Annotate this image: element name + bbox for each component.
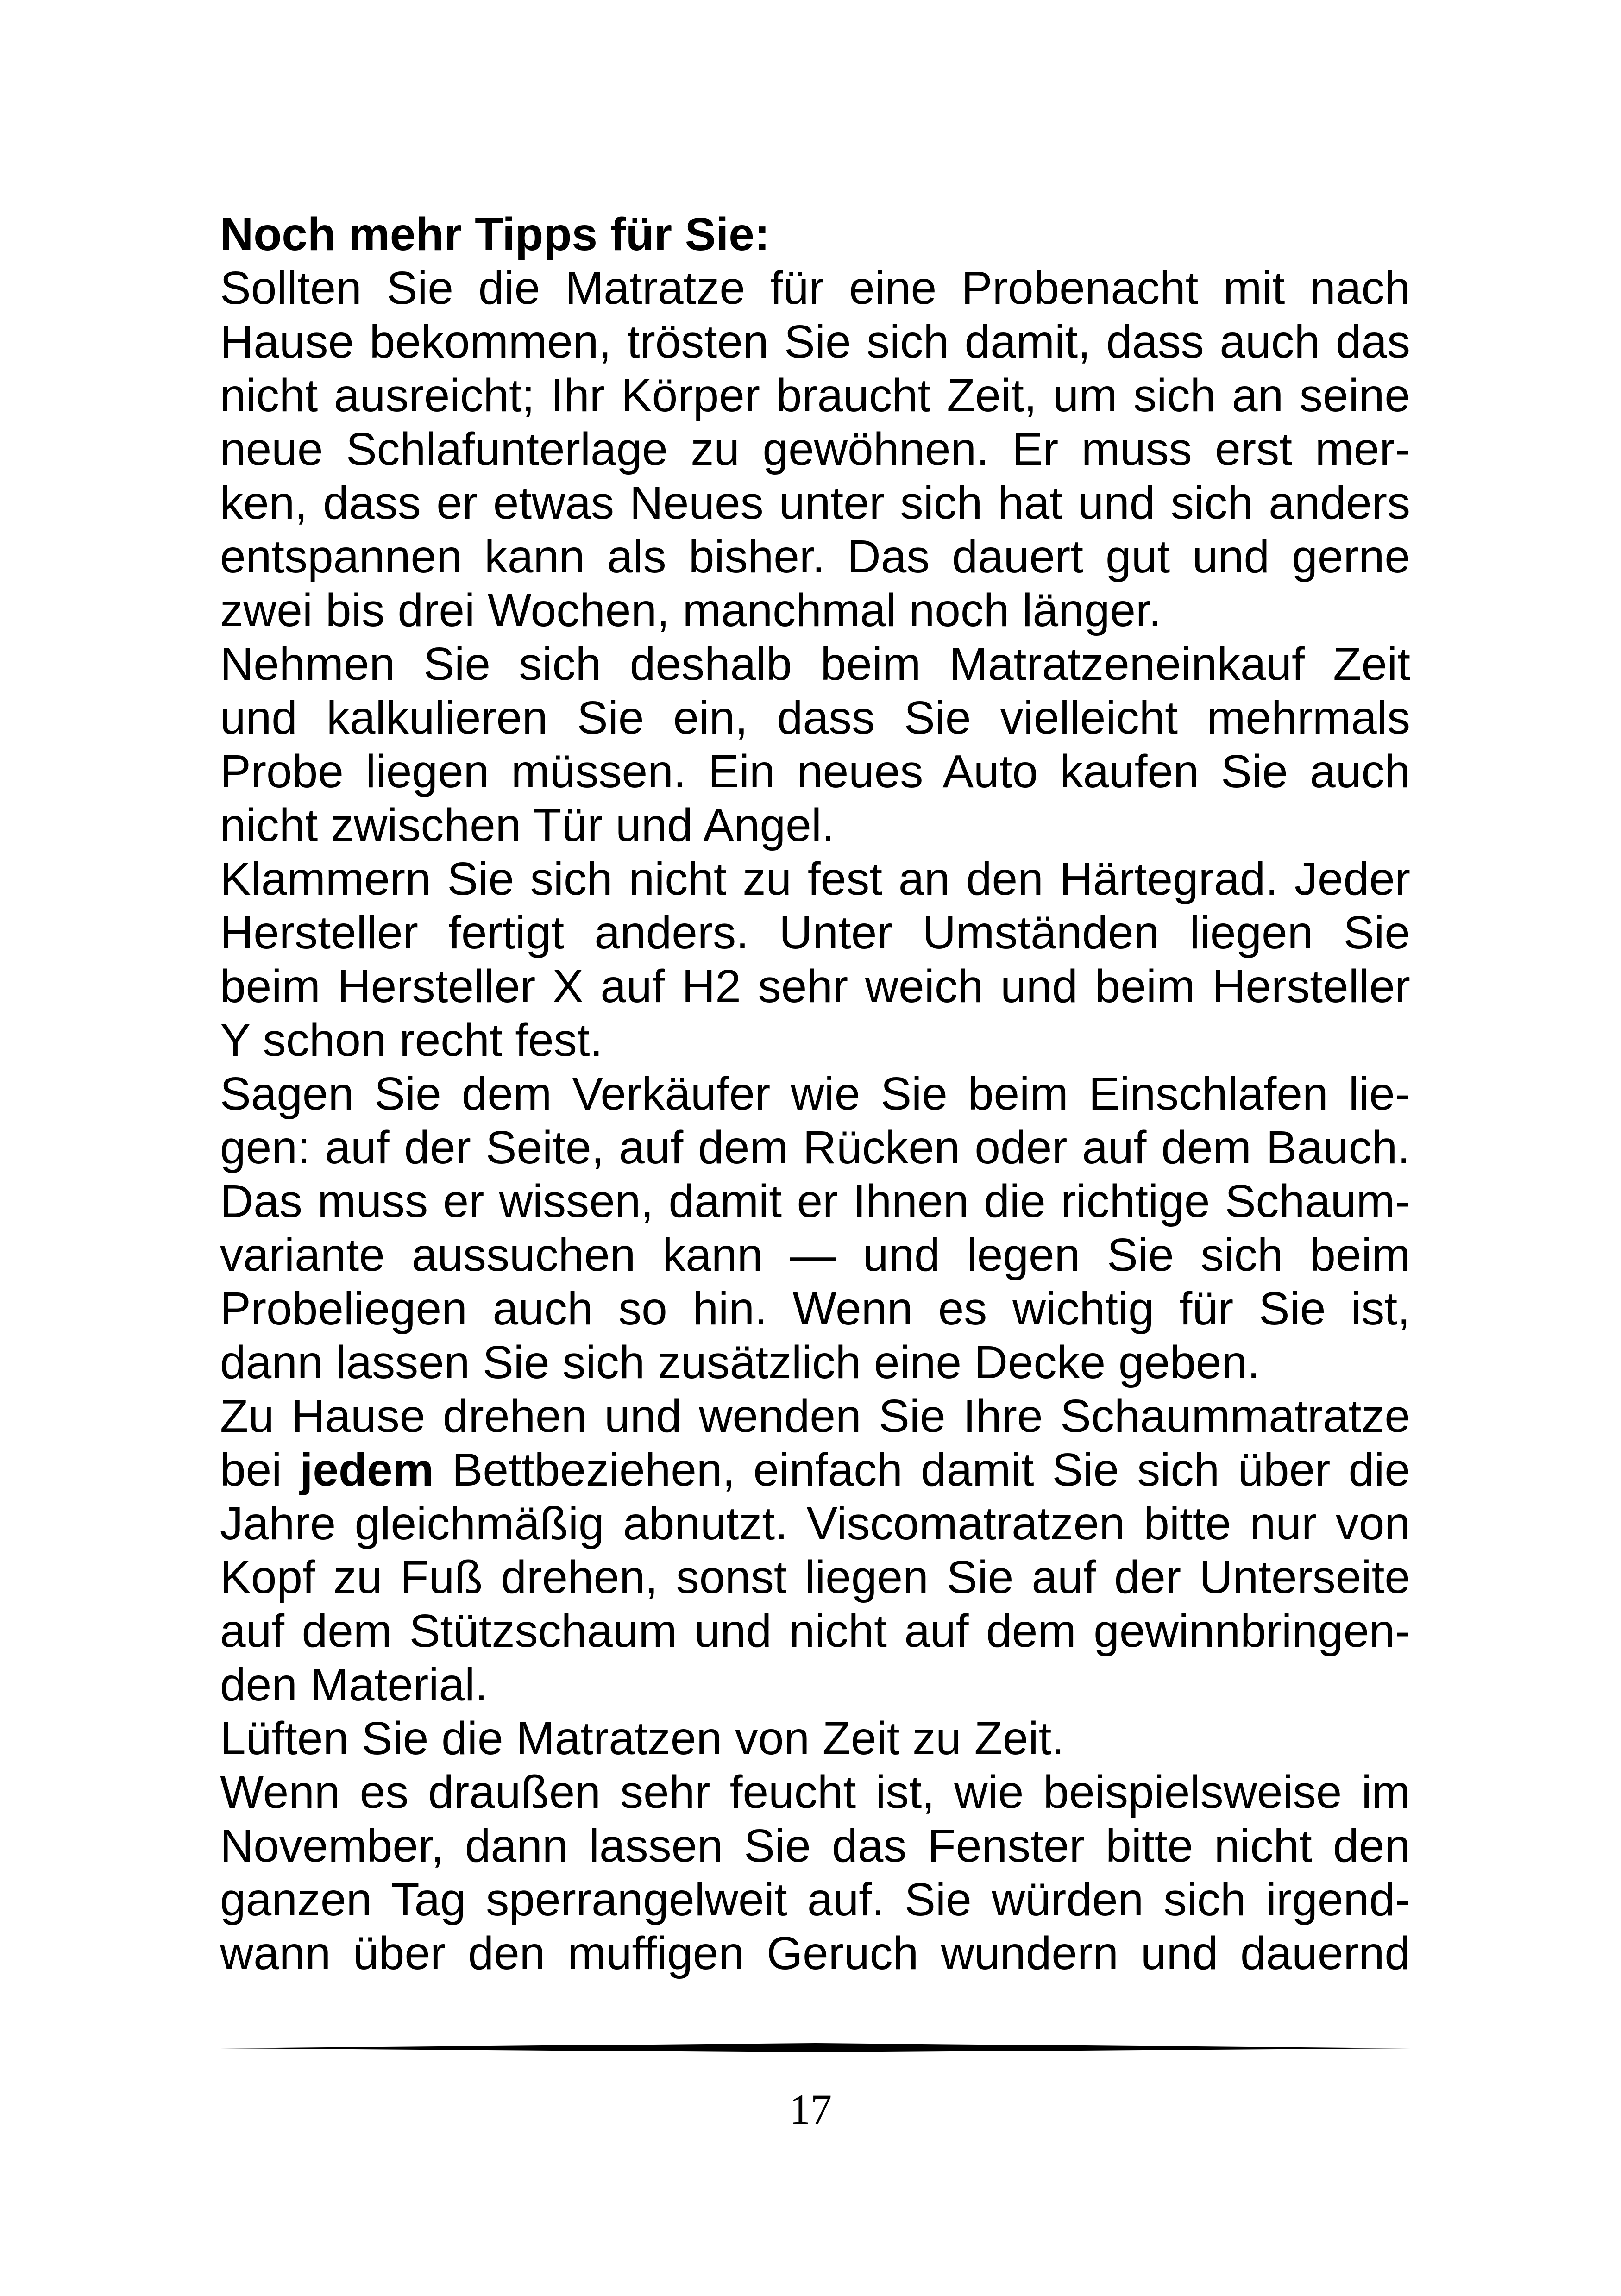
body-text <box>220 207 1410 1980</box>
text-line: nicht ausreicht; Ihr Körper braucht Zeit, um sich an seine <box>220 370 1410 421</box>
text-line: November, dann lassen Sie das Fenster bitte nicht den <box>220 1820 1410 1872</box>
text-line: den Material. <box>220 1659 488 1711</box>
text-line: dann lassen Sie sich zusätzlich eine Decke geben. <box>220 1336 1260 1388</box>
text-line: Kopf zu Fuß drehen, sonst liegen Sie auf der Unterseite <box>220 1551 1410 1603</box>
text-line: Nehmen Sie sich deshalb beim Matratzeneinkauf Zeit <box>220 638 1410 690</box>
text-line: Probeliegen auch so hin. Wenn es wichtig für Sie ist, <box>220 1283 1410 1335</box>
text-line: Sagen Sie dem Verkäufer wie Sie beim Einschlafen lie- <box>220 1068 1410 1120</box>
text-line: nicht zwischen Tür und Angel. <box>220 799 835 851</box>
text-line: Klammern Sie sich nicht zu fest an den Härtegrad. Jeder <box>220 853 1410 905</box>
text-line: zwei bis drei Wochen, manchmal noch länger. <box>220 584 1162 636</box>
text-fragment: bei <box>220 1444 282 1496</box>
text-line: Lüften Sie die Matratzen von Zeit zu Zeit. <box>220 1713 1065 1764</box>
text-line: wann über den muffigen Geruch wundern und dauernd <box>220 1927 1410 1979</box>
text-line: neue Schlafunterlage zu gewöhnen. Er muss erst mer- <box>220 423 1410 475</box>
text-line: Hause bekommen, trösten Sie sich damit, dass auch das <box>220 316 1410 368</box>
text-line: Jahre gleichmäßig abnutzt. Viscomatratzen bitte nur von <box>220 1498 1410 1549</box>
text-line: entspannen kann als bisher. Das dauert gut und gerne <box>220 531 1410 583</box>
text-line: Das muss er wissen, damit er Ihnen die richtige Schaum- <box>220 1175 1410 1227</box>
bold-word: jedem <box>300 1444 434 1496</box>
text-fragment: Bettbeziehen, einfach damit Sie sich über die <box>452 1444 1410 1496</box>
text-line: ken, dass er etwas Neues unter sich hat und sich anders <box>220 477 1410 529</box>
section-heading: Noch mehr Tipps für Sie: <box>220 208 770 260</box>
text-line: Y schon recht fest. <box>220 1014 603 1066</box>
text-line: ganzen Tag sperrangelweit auf. Sie würden sich irgend- <box>220 1874 1410 1926</box>
text-line: Wenn es draußen sehr feucht ist, wie beispielsweise im <box>220 1766 1410 1818</box>
text-line: variante aussuchen kann — und legen Sie sich beim <box>220 1229 1410 1281</box>
footer-rule <box>220 2041 1410 2055</box>
text-line: Probe liegen müssen. Ein neues Auto kaufen Sie auch <box>220 746 1410 797</box>
text-line: Sollten Sie die Matratze für eine Probenacht mit nach <box>220 262 1410 314</box>
text-line: beim Hersteller X auf H2 sehr weich und beim Hersteller <box>220 960 1410 1012</box>
text-line: Hersteller fertigt anders. Unter Umständen liegen Sie <box>220 907 1410 959</box>
text-line-with-bold <box>220 1443 1410 1497</box>
page-number: 17 <box>789 2086 832 2133</box>
text-line: auf dem Stützschaum und nicht auf dem gewinnbringen- <box>220 1605 1410 1657</box>
text-line: und kalkulieren Sie ein, dass Sie vielleicht mehrmals <box>220 692 1410 744</box>
text-line: gen: auf der Seite, auf dem Rücken oder auf dem Bauch. <box>220 1122 1410 1173</box>
text-line: Zu Hause drehen und wenden Sie Ihre Schaummatratze <box>220 1390 1410 1442</box>
